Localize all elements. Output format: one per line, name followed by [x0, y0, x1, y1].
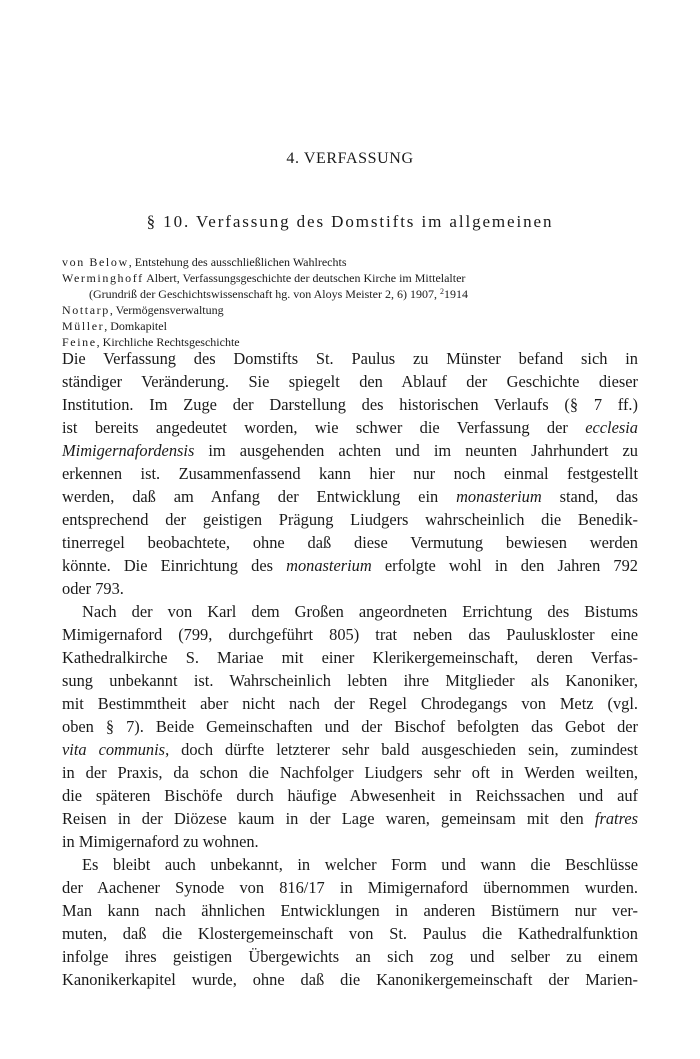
edition-superscript: 2 — [439, 287, 444, 296]
text-run: erkennen ist. Zusammenfassend kann hier nur noch einmal festgestellt — [62, 464, 638, 483]
literature-title: Albert, Verfassungsgeschichte der deutschen Kirche im Mittelalter — [143, 271, 466, 285]
literature-entry — [62, 254, 638, 270]
text-run: in der Praxis, da schon die Nachfolger Liudgers sehr oft in Werden weilten, — [62, 763, 638, 782]
body-line — [62, 853, 638, 876]
body-line — [62, 761, 638, 784]
italic-term: monasterium — [456, 487, 542, 506]
body-line — [62, 485, 638, 508]
body-text — [62, 347, 638, 991]
literature-year: 1914 — [443, 287, 468, 301]
body-line — [62, 715, 638, 738]
literature-author: Müller — [62, 319, 105, 333]
text-run: Kathedralkirche S. Mariae mit einer Klerikergemeinschaft, deren Verfas- — [62, 648, 638, 667]
italic-term: Mimigernafordensis — [62, 441, 195, 460]
body-line — [62, 876, 638, 899]
body-line — [62, 462, 638, 485]
text-run: tinerregel beobachtete, ohne daß diese Vermutung bewiesen werden — [62, 533, 638, 552]
body-line — [62, 577, 638, 600]
body-line — [62, 600, 638, 623]
body-line — [62, 692, 638, 715]
body-line — [62, 830, 638, 853]
literature-author: Feine — [62, 335, 97, 349]
text-run: der Aachener Synode von 816/17 in Mimigernaford übernommen wurden. — [62, 878, 638, 897]
literature-title: , Domkapitel — [104, 319, 167, 333]
body-line — [62, 807, 638, 830]
literature-entry — [62, 318, 638, 334]
text-run: oder 793. — [62, 579, 124, 598]
literature-author: von Below — [62, 255, 129, 269]
body-line — [62, 784, 638, 807]
text-run: infolge ihres geistigen Übergewichts an sich zog und selber zu einem — [62, 947, 638, 966]
body-line — [62, 669, 638, 692]
text-run: Man kann nach ähnlichen Entwicklungen in anderen Bistümern nur ver- — [62, 901, 638, 920]
literature-title: , Entstehung des ausschließlichen Wahlrechts — [128, 255, 347, 269]
text-run: Institution. Im Zuge der Darstellung des historischen Verlaufs (§ 7 ff.) — [62, 395, 638, 414]
body-line — [62, 393, 638, 416]
body-line — [62, 968, 638, 991]
chapter-heading: 4. VERFASSUNG — [286, 150, 414, 167]
text-run: Kanonikerkapitel wurde, ohne daß die Kanonikergemeinschaft der Marien- — [62, 970, 638, 989]
text-run: Es bleibt auch unbekannt, in welcher Form und wann die Beschlüsse — [82, 855, 638, 874]
literature-author: Nottarp — [62, 303, 110, 317]
text-run: oben § 7). Beide Gemeinschaften und der Bischof befolgten das Gebot der — [62, 717, 638, 736]
literature-entry — [62, 302, 638, 318]
literature-title: , Vermögensverwaltung — [109, 303, 224, 317]
body-line — [62, 439, 638, 462]
italic-term: fratres — [594, 809, 638, 828]
text-run: entsprechend der geistigen Prägung Liudgers wahrscheinlich die Benedik- — [62, 510, 638, 529]
body-line — [62, 347, 638, 370]
body-line — [62, 554, 638, 577]
text-run: in Mimigernaford zu wohnen. — [62, 832, 259, 851]
literature-title: (Grundriß der Geschichtswissenschaft hg. von Aloys Meister 2, 6) 1907, — [89, 287, 440, 301]
text-run: Nach der von Karl dem Großen angeordneten Errichtung des Bistums — [82, 602, 638, 621]
text-run: Die Verfassung des Domstifts St. Paulus zu Münster befand sich in — [62, 349, 638, 368]
body-line — [62, 945, 638, 968]
text-run: , doch dürfte letzterer sehr bald ausgeschieden sein, zumindest — [165, 740, 638, 759]
literature-list — [62, 254, 638, 350]
text-run: mit Bestimmtheit aber nicht nach der Regel Chrodegangs von Metz (vgl. — [62, 694, 638, 713]
body-line — [62, 508, 638, 531]
italic-term: ecclesia — [585, 418, 638, 437]
section-heading: § 10. Verfassung des Domstifts im allgemeinen — [146, 212, 554, 231]
text-run: im ausgehenden achten und im neunten Jahrhundert zu — [194, 441, 638, 460]
text-run: muten, daß die Klostergemeinschaft von St. Paulus die Kathedralfunktion — [62, 924, 638, 943]
body-line — [62, 623, 638, 646]
body-line — [62, 416, 638, 439]
italic-term: vita communis — [62, 740, 166, 759]
literature-entry-continuation — [62, 286, 638, 302]
text-run: die späteren Bischöfe durch häufige Abwesenheit in Reichssachen und auf — [62, 786, 638, 805]
body-line — [62, 899, 638, 922]
text-run: Reisen in der Diözese kaum in der Lage waren, gemeinsam mit den — [62, 809, 595, 828]
literature-title: , Kirchliche Rechtsgeschichte — [96, 335, 240, 349]
text-run: stand, das — [541, 487, 638, 506]
text-run: ständiger Veränderung. Sie spiegelt den Ablauf der Geschichte dieser — [62, 372, 638, 391]
body-line — [62, 370, 638, 393]
body-line — [62, 922, 638, 945]
body-line — [62, 738, 638, 761]
text-run: ist bereits angedeutet worden, wie schwer die Verfassung der — [62, 418, 586, 437]
literature-author: Werminghoff — [62, 271, 144, 285]
body-line — [62, 646, 638, 669]
literature-entry — [62, 270, 638, 286]
text-run: Mimigernaford (799, durchgeführt 805) trat neben das Pauluskloster eine — [62, 625, 638, 644]
text-run: werden, daß am Anfang der Entwicklung ein — [62, 487, 457, 506]
italic-term: monasterium — [286, 556, 372, 575]
body-line — [62, 531, 638, 554]
text-run: könnte. Die Einrichtung des — [62, 556, 287, 575]
text-run: sung unbekannt ist. Wahrscheinlich lebten ihre Mitglieder als Kanoniker, — [62, 671, 638, 690]
text-run: erfolgte wohl in den Jahren 792 — [371, 556, 638, 575]
